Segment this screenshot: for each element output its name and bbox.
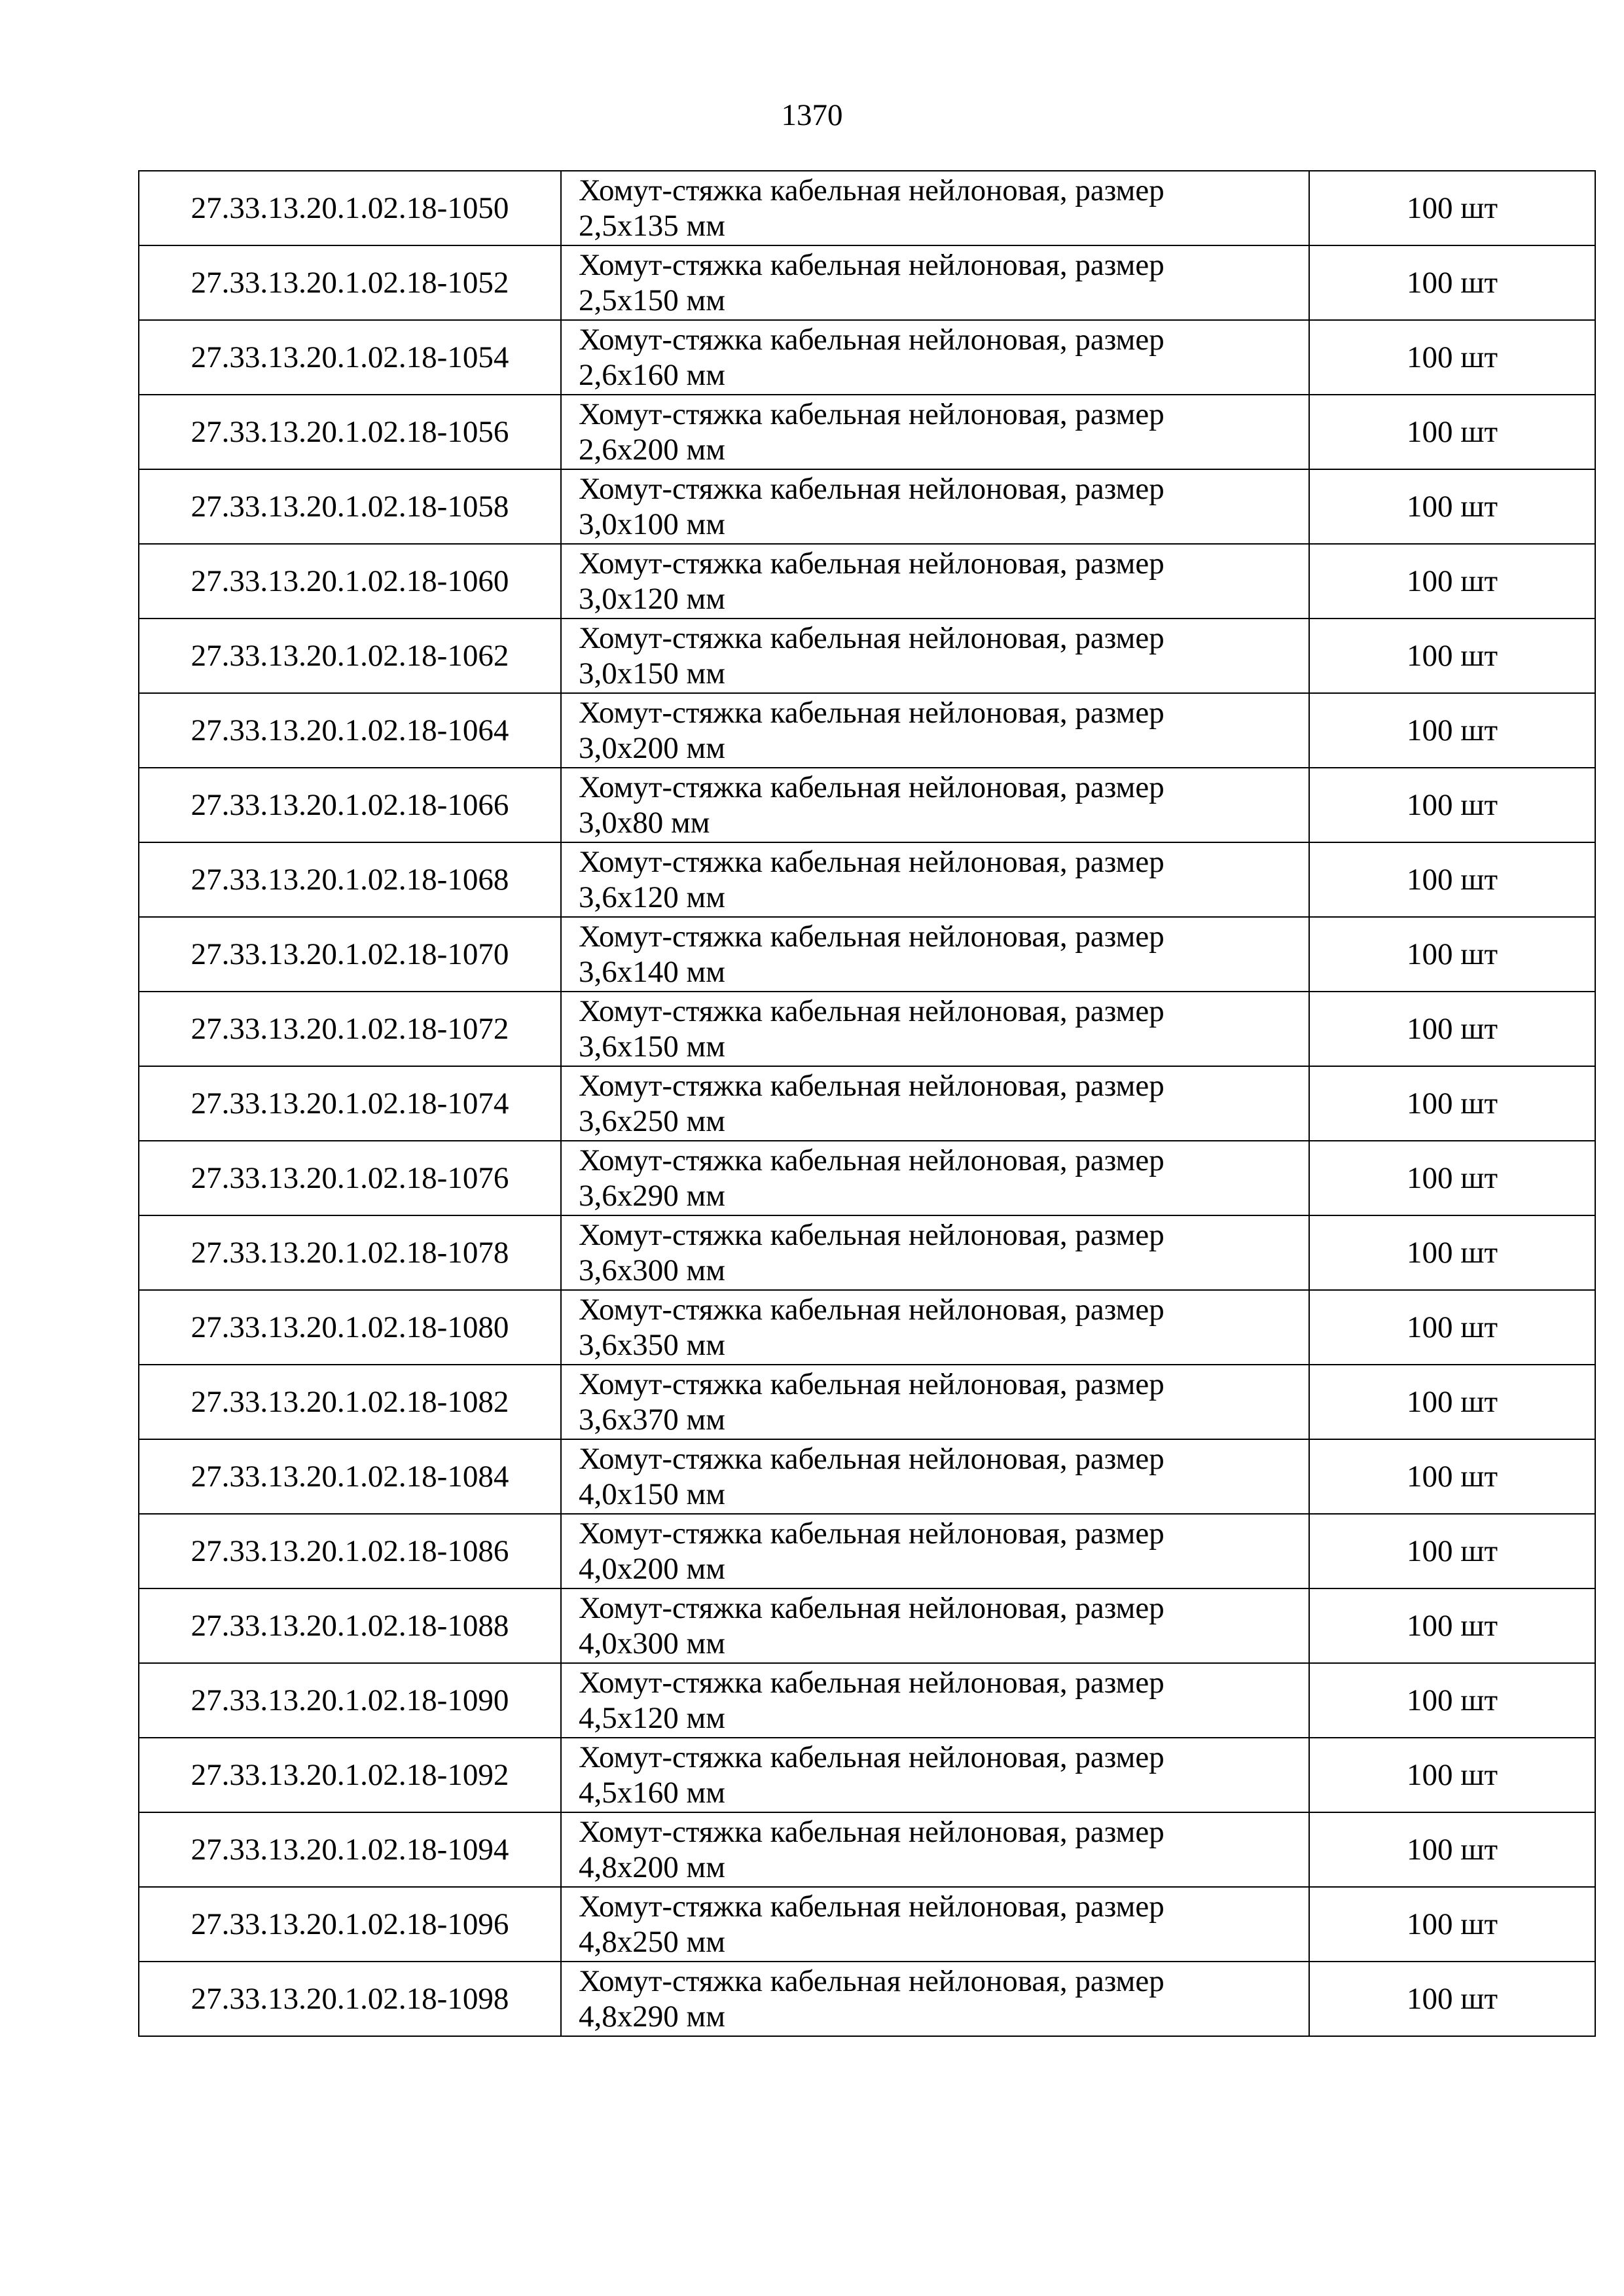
table-row	[139, 992, 1595, 1066]
item-name-line1: Хомут-стяжка кабельная нейлоновая, размер	[579, 696, 1164, 730]
page-number: 1370	[781, 98, 843, 132]
item-code: 27.33.13.20.1.02.18-1088	[139, 1588, 561, 1663]
table-row	[139, 842, 1595, 917]
item-code: 27.33.13.20.1.02.18-1062	[139, 619, 561, 693]
table-row	[139, 768, 1595, 842]
item-name-line2: 3,6х150 мм	[579, 1030, 725, 1064]
item-unit: 100 шт	[1309, 693, 1595, 768]
item-unit: 100 шт	[1309, 1962, 1595, 2036]
item-name	[561, 1962, 1309, 2036]
item-name-line1: Хомут-стяжка кабельная нейлоновая, размер	[579, 1143, 1164, 1177]
item-unit: 100 шт	[1309, 1588, 1595, 1663]
item-code: 27.33.13.20.1.02.18-1076	[139, 1141, 561, 1215]
table-row	[139, 1066, 1595, 1141]
item-code: 27.33.13.20.1.02.18-1096	[139, 1887, 561, 1962]
item-name-line2: 3,6х120 мм	[579, 880, 725, 914]
item-code: 27.33.13.20.1.02.18-1050	[139, 171, 561, 245]
item-unit: 100 шт	[1309, 1215, 1595, 1290]
item-name-line1: Хомут-стяжка кабельная нейлоновая, размер	[579, 547, 1164, 581]
item-code: 27.33.13.20.1.02.18-1090	[139, 1663, 561, 1738]
item-name-line2: 4,0х300 мм	[579, 1626, 725, 1660]
item-name	[561, 1066, 1309, 1141]
item-unit: 100 шт	[1309, 1365, 1595, 1439]
item-name	[561, 1887, 1309, 1962]
item-name	[561, 1738, 1309, 1812]
item-name-line2: 2,6х160 мм	[579, 358, 725, 392]
item-code: 27.33.13.20.1.02.18-1092	[139, 1738, 561, 1812]
item-code: 27.33.13.20.1.02.18-1060	[139, 544, 561, 619]
item-name	[561, 693, 1309, 768]
item-unit: 100 шт	[1309, 768, 1595, 842]
item-name-line1: Хомут-стяжка кабельная нейлоновая, размер	[579, 994, 1164, 1028]
table-row	[139, 1365, 1595, 1439]
item-unit: 100 шт	[1309, 842, 1595, 917]
item-name-line1: Хомут-стяжка кабельная нейлоновая, размер	[579, 1367, 1164, 1401]
table-row	[139, 1738, 1595, 1812]
item-name	[561, 1588, 1309, 1663]
table-row	[139, 1588, 1595, 1663]
item-code: 27.33.13.20.1.02.18-1052	[139, 245, 561, 320]
item-name-line2: 2,6х200 мм	[579, 433, 725, 467]
item-name	[561, 1215, 1309, 1290]
item-name-line1: Хомут-стяжка кабельная нейлоновая, размер	[579, 472, 1164, 506]
item-unit: 100 шт	[1309, 1439, 1595, 1514]
item-name-line2: 2,5х150 мм	[579, 283, 725, 317]
item-name	[561, 469, 1309, 544]
item-name-line2: 4,8х290 мм	[579, 2000, 725, 2034]
item-code: 27.33.13.20.1.02.18-1070	[139, 917, 561, 992]
item-unit: 100 шт	[1309, 1514, 1595, 1588]
item-name-line1: Хомут-стяжка кабельная нейлоновая, размер	[579, 1516, 1164, 1551]
item-name-line1: Хомут-стяжка кабельная нейлоновая, размер	[579, 397, 1164, 431]
item-name	[561, 395, 1309, 469]
item-unit: 100 шт	[1309, 619, 1595, 693]
item-code: 27.33.13.20.1.02.18-1086	[139, 1514, 561, 1588]
item-name	[561, 768, 1309, 842]
item-code: 27.33.13.20.1.02.18-1078	[139, 1215, 561, 1290]
table-row	[139, 245, 1595, 320]
item-unit: 100 шт	[1309, 1141, 1595, 1215]
table-row	[139, 1290, 1595, 1365]
item-unit: 100 шт	[1309, 395, 1595, 469]
item-name-line1: Хомут-стяжка кабельная нейлоновая, размер	[579, 173, 1164, 207]
item-name-line2: 4,5х120 мм	[579, 1701, 725, 1735]
item-name	[561, 842, 1309, 917]
table-row	[139, 917, 1595, 992]
item-name	[561, 1514, 1309, 1588]
item-name-line1: Хомут-стяжка кабельная нейлоновая, размер	[579, 248, 1164, 282]
table-row	[139, 320, 1595, 395]
item-code: 27.33.13.20.1.02.18-1084	[139, 1439, 561, 1514]
item-name-line2: 3,0х80 мм	[579, 806, 710, 840]
table-row	[139, 1215, 1595, 1290]
table-row	[139, 1887, 1595, 1962]
item-name-line2: 3,0х200 мм	[579, 731, 725, 765]
item-name	[561, 1290, 1309, 1365]
item-name	[561, 1439, 1309, 1514]
item-name	[561, 619, 1309, 693]
table-row	[139, 1439, 1595, 1514]
item-name	[561, 1812, 1309, 1887]
item-name-line2: 3,0х120 мм	[579, 582, 725, 616]
table-row	[139, 1962, 1595, 2036]
item-name-line2: 4,8х200 мм	[579, 1850, 725, 1884]
table-row	[139, 693, 1595, 768]
item-code: 27.33.13.20.1.02.18-1064	[139, 693, 561, 768]
item-unit: 100 шт	[1309, 469, 1595, 544]
item-code: 27.33.13.20.1.02.18-1068	[139, 842, 561, 917]
item-name-line2: 3,6х350 мм	[579, 1328, 725, 1362]
item-name	[561, 544, 1309, 619]
item-name	[561, 1663, 1309, 1738]
item-name	[561, 171, 1309, 245]
item-unit: 100 шт	[1309, 1066, 1595, 1141]
table-row	[139, 619, 1595, 693]
item-code: 27.33.13.20.1.02.18-1058	[139, 469, 561, 544]
item-unit: 100 шт	[1309, 992, 1595, 1066]
item-name-line1: Хомут-стяжка кабельная нейлоновая, размер	[579, 770, 1164, 804]
table-row	[139, 1514, 1595, 1588]
item-name	[561, 245, 1309, 320]
item-unit: 100 шт	[1309, 171, 1595, 245]
item-name-line2: 3,6х370 мм	[579, 1403, 725, 1437]
table-row	[139, 544, 1595, 619]
item-name-line1: Хомут-стяжка кабельная нейлоновая, размер	[579, 920, 1164, 954]
item-name-line2: 3,6х300 мм	[579, 1253, 725, 1287]
item-name-line2: 4,0х150 мм	[579, 1477, 725, 1511]
item-name-line1: Хомут-стяжка кабельная нейлоновая, размер	[579, 1293, 1164, 1327]
item-name-line1: Хомут-стяжка кабельная нейлоновая, размер	[579, 1069, 1164, 1103]
item-name-line1: Хомут-стяжка кабельная нейлоновая, размер	[579, 1218, 1164, 1252]
item-unit: 100 шт	[1309, 320, 1595, 395]
table-row	[139, 395, 1595, 469]
item-unit: 100 шт	[1309, 1887, 1595, 1962]
item-name-line2: 3,6х140 мм	[579, 955, 725, 989]
item-name-line1: Хомут-стяжка кабельная нейлоновая, размер	[579, 1591, 1164, 1625]
item-name-line1: Хомут-стяжка кабельная нейлоновая, размер	[579, 1740, 1164, 1774]
item-unit: 100 шт	[1309, 917, 1595, 992]
item-name-line1: Хомут-стяжка кабельная нейлоновая, размер	[579, 621, 1164, 655]
item-name-line1: Хомут-стяжка кабельная нейлоновая, размер	[579, 1890, 1164, 1924]
table-row	[139, 1141, 1595, 1215]
item-unit: 100 шт	[1309, 1738, 1595, 1812]
items-table	[138, 170, 1596, 2037]
item-code: 27.33.13.20.1.02.18-1056	[139, 395, 561, 469]
table-row	[139, 1663, 1595, 1738]
table-row	[139, 1812, 1595, 1887]
item-name-line2: 4,8х250 мм	[579, 1925, 725, 1959]
item-code: 27.33.13.20.1.02.18-1054	[139, 320, 561, 395]
item-name-line1: Хомут-стяжка кабельная нейлоновая, размер	[579, 1666, 1164, 1700]
item-name-line1: Хомут-стяжка кабельная нейлоновая, размер	[579, 845, 1164, 879]
item-name	[561, 992, 1309, 1066]
item-name-line2: 4,5х160 мм	[579, 1776, 725, 1810]
item-unit: 100 шт	[1309, 544, 1595, 619]
item-name-line2: 4,0х200 мм	[579, 1552, 725, 1586]
item-code: 27.33.13.20.1.02.18-1066	[139, 768, 561, 842]
item-name	[561, 1141, 1309, 1215]
item-code: 27.33.13.20.1.02.18-1098	[139, 1962, 561, 2036]
item-name-line1: Хомут-стяжка кабельная нейлоновая, размер	[579, 1964, 1164, 1998]
item-name	[561, 917, 1309, 992]
item-code: 27.33.13.20.1.02.18-1074	[139, 1066, 561, 1141]
table-row	[139, 469, 1595, 544]
item-name-line2: 3,0х100 мм	[579, 507, 725, 541]
item-name-line2: 2,5х135 мм	[579, 209, 725, 243]
item-name-line1: Хомут-стяжка кабельная нейлоновая, размер	[579, 1442, 1164, 1476]
items-table-body	[139, 171, 1595, 2036]
item-name-line2: 3,6х290 мм	[579, 1179, 725, 1213]
item-code: 27.33.13.20.1.02.18-1072	[139, 992, 561, 1066]
item-code: 27.33.13.20.1.02.18-1082	[139, 1365, 561, 1439]
item-code: 27.33.13.20.1.02.18-1094	[139, 1812, 561, 1887]
item-unit: 100 шт	[1309, 1663, 1595, 1738]
item-name-line1: Хомут-стяжка кабельная нейлоновая, размер	[579, 1815, 1164, 1849]
item-code: 27.33.13.20.1.02.18-1080	[139, 1290, 561, 1365]
item-name-line2: 3,6х250 мм	[579, 1104, 725, 1138]
item-name	[561, 1365, 1309, 1439]
item-unit: 100 шт	[1309, 245, 1595, 320]
item-unit: 100 шт	[1309, 1812, 1595, 1887]
item-name	[561, 320, 1309, 395]
item-unit: 100 шт	[1309, 1290, 1595, 1365]
item-name-line2: 3,0х150 мм	[579, 656, 725, 691]
item-name-line1: Хомут-стяжка кабельная нейлоновая, размер	[579, 323, 1164, 357]
table-row	[139, 171, 1595, 245]
